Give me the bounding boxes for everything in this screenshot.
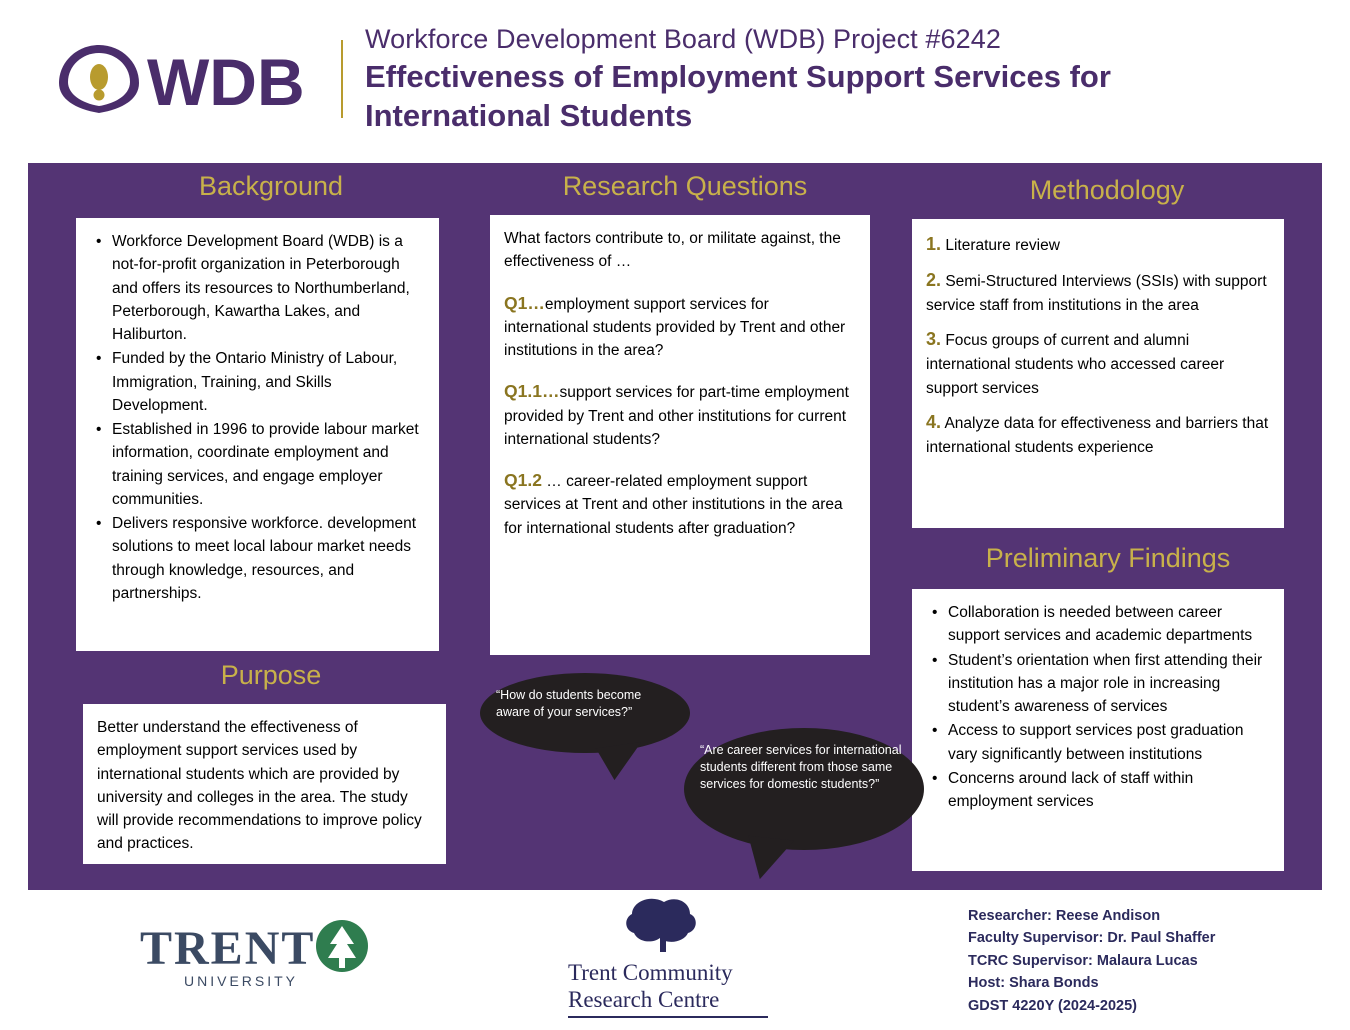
logo-divider	[341, 40, 343, 118]
tcrc-line-1: Trent Community	[568, 960, 733, 985]
svg-text:WDB: WDB	[147, 45, 305, 115]
rq-item	[504, 378, 856, 451]
background-card	[76, 218, 439, 651]
methodology-text: Semi-Structured Interviews (SSIs) with support service staff from institutions in the area	[926, 273, 1267, 314]
trent-tree-icon	[140, 916, 380, 992]
list-item: • Funded by the Ontario Ministry of Labour, Immigration, Training, and Skills Development.	[110, 347, 425, 417]
preliminary-findings-list	[926, 601, 1270, 813]
list-item: • Workforce Development Board (WDB) is a not-for-profit organization in Peterborough and offers its resources to Northumberland, Peterborough, Kawartha Lakes, and Haliburton.	[110, 230, 425, 346]
background-bullet-list	[90, 230, 425, 605]
trent-university-logo	[140, 916, 380, 997]
bubble-tail-icon	[744, 836, 794, 883]
rq-text: employment support services for international students provided by Trent and other institutions in the area?	[504, 295, 846, 359]
methodology-text: Analyze data for effectiveness and barriers that international students experience	[926, 414, 1269, 456]
quote-bubble-1	[480, 673, 690, 753]
rq-label: Q1.1…	[504, 381, 560, 402]
methodology-number: 4.	[926, 411, 942, 432]
rq-intro: What factors contribute to, or militate against, the effectiveness of …	[504, 230, 841, 271]
methodology-text: Literature review	[941, 237, 1060, 254]
list-item: • Established in 1996 to provide labour market information, coordinate employment and training services, and engage employer communities.	[110, 418, 425, 511]
purpose-card	[83, 704, 446, 864]
research-questions-card	[490, 215, 870, 655]
header-title-block	[365, 18, 1125, 135]
quote-text: “How do students become aware of your services?”	[496, 688, 642, 719]
wdb-logo	[55, 18, 365, 118]
preliminary-findings-heading: Preliminary Findings	[985, 543, 1231, 573]
methodology-item	[926, 409, 1270, 459]
list-item: • Access to support services post graduation vary significantly between institutions	[946, 719, 1270, 766]
project-line: Workforce Development Board (WDB) Project #6242	[365, 24, 1001, 54]
bubble-tail-icon	[596, 742, 646, 782]
page-title: Effectiveness of Employment Support Services for International Students	[365, 59, 1111, 134]
svg-text:TRENT: TRENT	[140, 922, 316, 975]
quote-bubble-2	[684, 728, 924, 850]
credit-line: Host: Shara Bonds	[968, 975, 1099, 992]
background-heading: Background	[198, 171, 344, 201]
methodology-number: 2.	[926, 270, 942, 290]
methodology-heading: Methodology	[1029, 175, 1185, 205]
methodology-card	[912, 219, 1284, 528]
tcrc-wordmark	[568, 959, 768, 1018]
rq-label: Q1.2	[504, 470, 542, 490]
methodology-number: 3.	[926, 329, 942, 350]
purpose-text: Better understand the effectiveness of employment support services used by international students which are provided by university and colleges in the area. The study will provide recommendations to improve policy and practices.	[97, 719, 422, 853]
tcrc-tree-icon	[564, 896, 764, 954]
methodology-item	[926, 326, 1270, 400]
rq-item	[504, 290, 856, 363]
preliminary-findings-card	[912, 589, 1284, 871]
purpose-heading: Purpose	[220, 660, 322, 690]
methodology-number: 1.	[926, 234, 942, 254]
list-item: • Collaboration is needed between career support services and academic departments	[946, 601, 1270, 648]
credit-line: GDST 4220Y (2024-2025)	[968, 997, 1138, 1014]
list-item: • Student’s orientation when first attending their institution has a major role in increasing student’s awareness of services	[946, 649, 1270, 719]
research-questions-heading: Research Questions	[562, 171, 808, 201]
rq-text: … career-related employment support services at Trent and other institutions in the area for international students after graduation?	[504, 473, 843, 537]
poster-body	[28, 163, 1322, 890]
credit-line: TCRC Supervisor: Malaura Lucas	[968, 952, 1198, 969]
methodology-item	[926, 231, 1270, 258]
methodology-item	[926, 267, 1270, 317]
list-item: • Concerns around lack of staff within employment services	[946, 767, 1270, 814]
list-item: • Delivers responsive workforce. development solutions to meet local labour market needs through knowledge, resources, and partnerships.	[110, 512, 425, 605]
poster-header	[0, 0, 1350, 140]
methodology-text: Focus groups of current and alumni international students who accessed career support services	[926, 332, 1225, 397]
wdb-logo-icon	[55, 43, 327, 115]
credits-block	[968, 905, 1215, 1017]
credit-line: Researcher: Reese Andison	[968, 908, 1161, 924]
rq-label: Q1…	[504, 292, 545, 313]
tcrc-line-2: Research Centre	[568, 987, 720, 1013]
svg-text:UNIVERSITY: UNIVERSITY	[184, 973, 299, 989]
rq-text: support services for part-time employment provided by Trent and other institutions for current international students?	[504, 384, 849, 448]
poster-footer	[0, 890, 1350, 1030]
tcrc-logo	[560, 896, 768, 1018]
quote-text: “Are career services for international students different from those same services for domestic students?”	[700, 743, 902, 791]
credit-line: Faculty Supervisor: Dr. Paul Shaffer	[968, 930, 1216, 947]
rq-item	[504, 467, 856, 540]
